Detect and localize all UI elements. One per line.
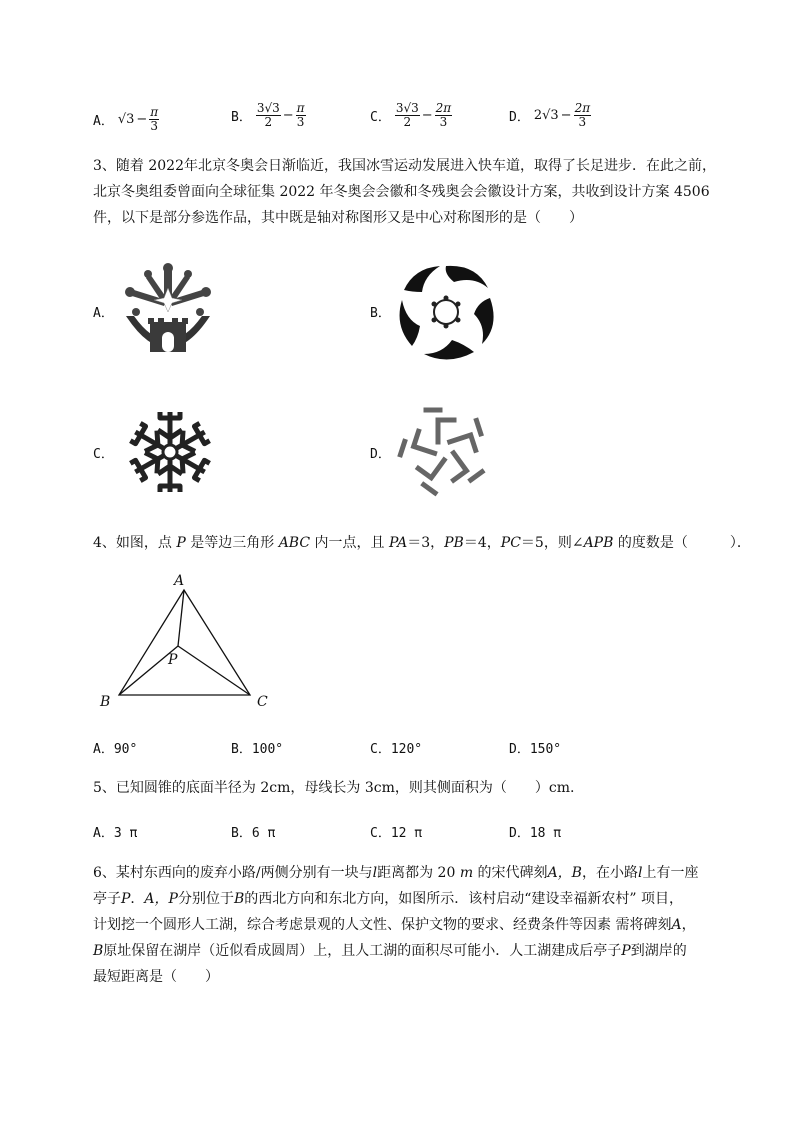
q2-option-d[interactable] [509, 102, 591, 129]
q3-line-2: 北京冬奥组委曾面向全球征集 2022 年冬奥会会徽和冬残奥会会徽设计方案，共收到设计方案 4506 [93, 184, 710, 200]
option-letter: D． [509, 110, 530, 125]
text-segment: ＝4， [463, 535, 501, 551]
vertex-label-a: A [174, 573, 185, 589]
option-letter: C． [370, 110, 391, 125]
q3-choice-b-label[interactable]: B． [370, 306, 391, 321]
fraction-denominator: 3 [296, 115, 305, 129]
text-segment: 6、某村东西向的废弃小路/两侧分别有一块与 [93, 865, 373, 881]
q6-line-5: 最短距离是（ ） [93, 969, 219, 985]
emblem-d-image[interactable] [394, 402, 494, 498]
text-segment: 分别位于 [177, 891, 234, 907]
var-pb: PB [444, 535, 464, 551]
text-segment: 的宋代碑刻 [473, 865, 548, 881]
text-segment: 的西北方向和东北方向，如图所示．该村启动“建设幸福新农村” 项目， [244, 891, 684, 907]
q4-option-b[interactable]: B．100° [231, 742, 284, 757]
text-segment: 的度数是（ ）． [613, 535, 751, 551]
q4-option-d[interactable]: D．150° [509, 742, 562, 757]
var-l: l [637, 865, 643, 881]
var-l: l [372, 865, 378, 881]
q3-line-3: 件，以下是部分参选作品，其中既是轴对称图形又是中心对称图形的是（ ） [93, 210, 583, 226]
option-letter: B． [231, 110, 252, 125]
emblem-b-image[interactable] [396, 262, 496, 362]
unit-m: m [459, 865, 474, 881]
option-letter: A． [93, 114, 114, 129]
q2-option-a[interactable] [93, 106, 159, 133]
q6-line-3 [93, 912, 696, 938]
segment-pc [178, 646, 250, 695]
fraction-numerator: 3√3 [256, 101, 280, 115]
text-segment: 是等边三角形 [185, 535, 279, 551]
text-segment: 内一点，且 [310, 535, 389, 551]
minus-sign: − [282, 108, 294, 123]
q2-option-c[interactable] [370, 102, 452, 129]
emblem-b-center [434, 300, 458, 324]
fraction [296, 102, 306, 129]
q4-text [93, 530, 751, 556]
fraction [574, 102, 592, 129]
text-segment: ＝5，则∠ [520, 535, 584, 551]
var-a: A [671, 917, 682, 933]
fraction-numerator: π [296, 101, 305, 115]
q3-line-1: 3、随着 2022年北京冬奥会日渐临近，我国冰雪运动发展进入快车道，取得了长足进步．在此之前， [93, 158, 716, 174]
fraction-numerator: 2π [435, 101, 452, 115]
emblem-b-petals [400, 266, 494, 360]
q5-text: 5、已知圆锥的底面半径为 2cm，母线长为 3cm，则其侧面积为（ ）cm. [93, 780, 575, 796]
option-term: √3 [117, 112, 135, 127]
text-segment: ， [681, 917, 696, 933]
fraction-numerator: 3√3 [395, 101, 419, 115]
q6-line-2 [93, 886, 683, 912]
fraction-denominator: 2 [403, 115, 412, 129]
q3-choice-c-label[interactable]: C． [93, 447, 114, 462]
minus-sign: − [560, 108, 572, 123]
fraction-denominator: 3 [578, 115, 587, 129]
text-segment: 距离都为 20 [377, 865, 460, 881]
fraction-numerator: π [150, 105, 159, 119]
fraction [395, 102, 420, 129]
var-p: P [176, 535, 186, 551]
q3-choice-d-label[interactable]: D． [370, 447, 391, 462]
vertex-label-b: B [100, 694, 111, 710]
text-segment: 上有一座 [642, 865, 699, 881]
point-label-p: P [168, 652, 178, 668]
var-ap: A，P [144, 891, 178, 907]
var-b: B [93, 943, 104, 959]
var-b: B [233, 891, 245, 907]
fraction [149, 106, 159, 133]
minus-sign: − [421, 108, 433, 123]
fraction-numerator: 2π [574, 101, 591, 115]
vertex-label-c: C [257, 694, 268, 710]
var-abc: ABC [278, 535, 311, 551]
text-segment: ，在小路 [581, 865, 638, 881]
option-term: 2√3 [533, 108, 559, 123]
q5-option-c[interactable]: C．12 π [370, 826, 423, 841]
fraction-denominator: 3 [150, 119, 159, 133]
text-segment: 原址保留在湖岸（近似看成圆周）上，且人工湖的面积尽可能小．人工湖建成后亭子 [103, 943, 622, 959]
minus-sign: − [136, 112, 148, 127]
fraction [256, 102, 281, 129]
q6-line-4 [93, 938, 687, 964]
var-p: P [121, 891, 131, 907]
q2-option-b[interactable] [231, 102, 306, 129]
text-segment: 4、如图，点 [93, 535, 177, 551]
q5-option-d[interactable]: D．18 π [509, 826, 562, 841]
q4-triangle-figure [95, 568, 275, 714]
text-segment: 到湖岸的 [630, 943, 687, 959]
text-segment: ＝3， [407, 535, 445, 551]
fraction-denominator: 2 [264, 115, 273, 129]
q4-option-c[interactable]: C．120° [370, 742, 423, 757]
fraction-denominator: 3 [439, 115, 448, 129]
q3-choice-a-label[interactable]: A． [93, 306, 114, 321]
var-pa: PA [388, 535, 408, 551]
var-p: P [621, 943, 631, 959]
text-segment: 亭子 [93, 891, 121, 907]
text-segment: 计划挖一个圆形人工湖，综合考虑景观的人文性、保护文物的要求、经费条件等因素 需将碑刻 [93, 917, 672, 933]
q4-option-a[interactable]: A．90° [93, 742, 138, 757]
q5-option-a[interactable]: A．3 π [93, 826, 138, 841]
fraction [435, 102, 453, 129]
emblem-a-image[interactable] [120, 260, 216, 360]
var-ab: A，B [547, 865, 582, 881]
var-apb: APB [583, 535, 614, 551]
q5-option-b[interactable]: B．6 π [231, 826, 276, 841]
var-pc: PC [500, 535, 521, 551]
q6-line-1 [93, 860, 698, 886]
emblem-d-strokes [400, 410, 485, 493]
emblem-c-image[interactable] [120, 404, 220, 500]
text-segment: ． [130, 891, 145, 907]
